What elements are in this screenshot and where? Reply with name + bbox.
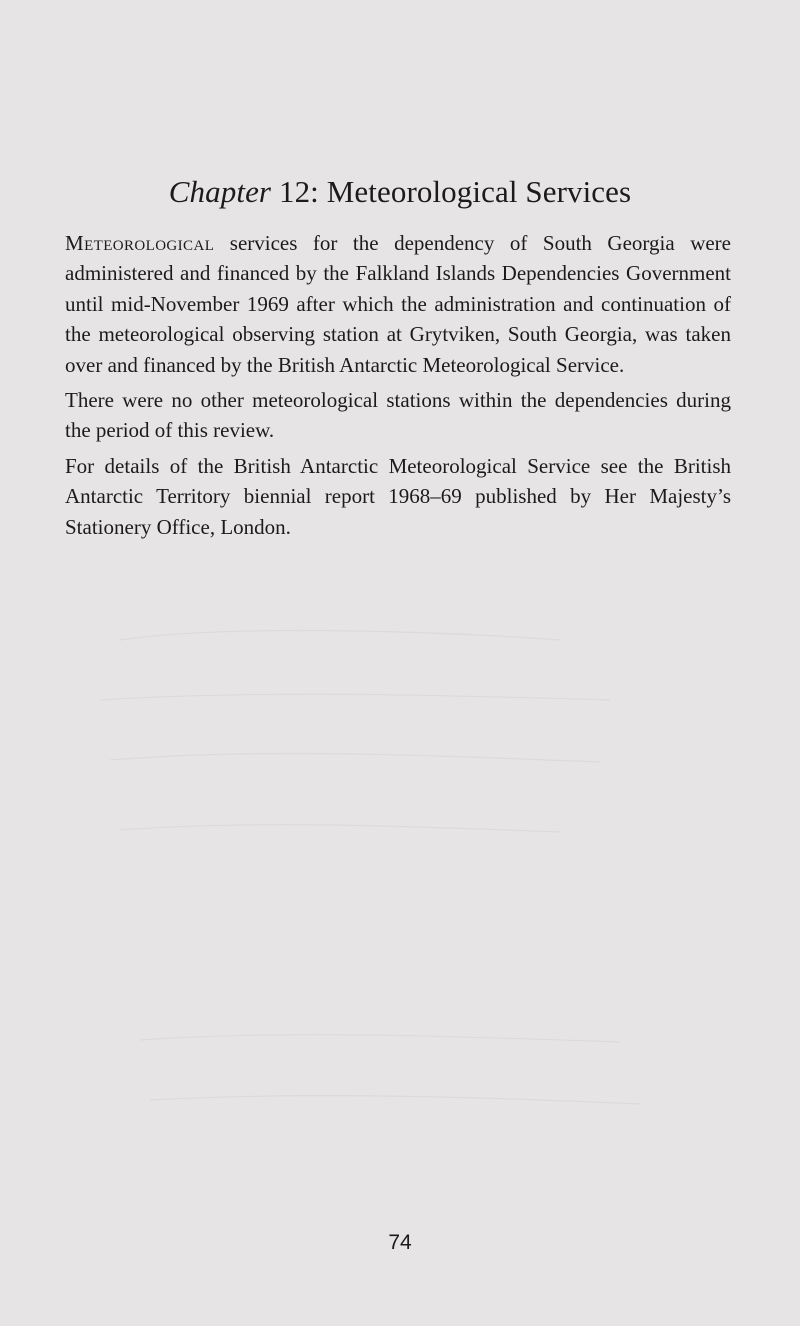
chapter-number: 12 (278, 174, 311, 209)
page-number: 74 (388, 1231, 412, 1254)
chapter-label: Chapter (168, 174, 272, 209)
chapter-body (65, 228, 731, 547)
chapter-title: Meteorological Services (326, 174, 632, 209)
paragraph-1-text: services for the dependency of South Georgia were administered and financed by the Falkland Islands Dependencies Government until mid-November 1969 after which the administration and continuation of the meteorological observing station at Grytviken, South Georgia, was taken over and financed by the British Antarctic Meteorological Service. (65, 231, 731, 377)
paragraph-2: There were no other meteorological stations within the dependencies during the period of this review. (65, 388, 731, 443)
chapter-separator: : (310, 174, 319, 209)
paragraph-lead-word: Meteorological (65, 231, 215, 255)
paragraph-3: For details of the British Antarctic Meteorological Service see the British Antarctic Territory biennial report 1968–69 published by Her Majesty’s Stationery Office, London. (65, 453, 731, 539)
paragraph-1 (65, 228, 731, 380)
chapter-heading (0, 172, 800, 212)
